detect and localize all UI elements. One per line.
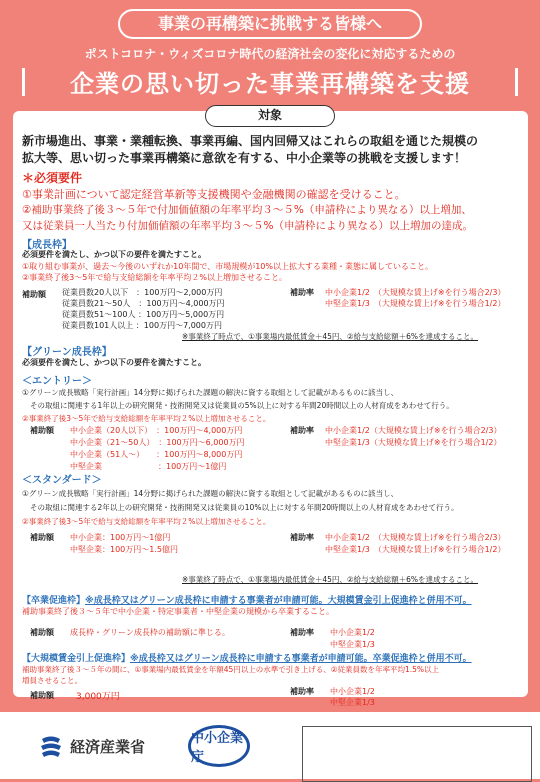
requirement-2: ②補助事業終了後３～５年で付加価値額の年率平均３～５%（申請枠により異なる）以上増加、: [22, 204, 472, 216]
standard-rate-label: 補助率: [290, 533, 314, 542]
requirements-heading: ＊必須要件: [22, 171, 83, 185]
meti-logo: [38, 733, 145, 759]
growth-amount: 従業員数21～50人 ：100万円～4,000万円: [62, 299, 225, 308]
graduate-rate: 中堅企業1/3: [330, 640, 375, 649]
meti-mark-icon: [38, 733, 64, 759]
requirement-1: ①事業計画について認定経営革新等支援機関や金融機関の確認を受けること。: [22, 188, 406, 201]
growth-rate: 中堅企業1/3 （大規模な賃上げ※を行う場合1/2）: [325, 299, 506, 308]
wage-rate-label: 補助率: [290, 687, 314, 696]
requirement-3: 又は従業員一人当たり付加価値額の年率平均３～５%（申請枠により異なる）以上増加の達成。: [22, 220, 473, 232]
wage-amount: 3,000万円: [76, 692, 120, 702]
wage-line: [22, 651, 472, 664]
intro-line-2: 拡大等、思い切った事業再構築に意欲を有する、中小企業等の挑戦を支援します！: [22, 151, 467, 165]
wage-desc: ※成長枠又はグリーン成長枠に申請する事業者が申請可能。卒業促進枠と併用不可。: [130, 654, 472, 664]
graduate-rate-label: 補助率: [290, 628, 314, 637]
graduate-amount-label: 補助額: [30, 628, 54, 637]
standard-amount-label: 補助額: [30, 533, 54, 542]
green-heading: 【グリーン成長枠】: [22, 347, 112, 358]
wage-rate: 中堅企業1/3: [330, 698, 375, 707]
graduate-rate: 中小企業1/2: [330, 628, 375, 637]
blank-box: [302, 726, 532, 782]
wage-condition-2: 増員させること。: [22, 676, 82, 685]
growth-condition: 必須要件を満たし、かつ以下の要件を満たすこと。: [22, 250, 206, 259]
growth-amount: 従業員数20人以下 ：100万円～2,000万円: [62, 288, 223, 297]
entry-amount: 中小企業（51人～） ：100万円～8,000万円: [70, 450, 243, 459]
green-condition: 必須要件を満たし、かつ以下の要件を満たすこと。: [22, 358, 206, 367]
meti-label: 経済産業省: [70, 737, 146, 756]
header-subhead: ポストコロナ・ウィズコロナ時代の経済社会の変化に対応するための: [84, 47, 456, 61]
graduate-heading: 【卒業促進枠】: [22, 596, 86, 606]
entry-criterion-1: ①グリーン成長戦略「実行計画」14分野に掲げられた課題の解決に資する取組として記載があるものに該当し、: [22, 388, 399, 397]
growth-heading: 【成長枠】: [22, 240, 72, 251]
chusho-logo: [188, 725, 250, 767]
target-label: 対象: [205, 105, 335, 127]
green-note: ※事業終了時点で、①事業場内最低賃金＋45円、②給与支給総額＋6%を達成すること。: [182, 575, 479, 584]
standard-rate: 中堅企業1/3 （大規模な賃上げ※を行う場合1/2）: [325, 545, 506, 554]
growth-amount: 従業員数101人以上 ：100万円～7,000万円: [62, 321, 222, 330]
growth-rate: 中小企業1/2 （大規模な賃上げ※を行う場合2/3）: [325, 288, 506, 297]
growth-rate-label: 補助率: [290, 288, 314, 297]
entry-amount: 中小企業（20人以下） ：100万円～4,000万円: [70, 426, 243, 435]
entry-criterion-1b: その取組に関連する1年以上の研究開発・技術開発又は従業員の5%以上に対する年間20時間以上の人材育成をあわせて行う。: [30, 401, 454, 410]
entry-amount-label: 補助額: [30, 426, 54, 435]
wage-rate: 中小企業1/2: [330, 687, 375, 696]
entry-rate: 中小企業1/2（大規模な賃上げ※を行う場合2/3）: [325, 426, 502, 435]
entry-criterion-2: ②事業終了後3～5年で給与支給総額を年率平均２%以上増加させること。: [22, 414, 271, 423]
graduate-amount: 成長枠・グリーン成長枠の補助額に準じる。: [70, 628, 230, 637]
graduate-condition: 補助事業終了後３～５年で中小企業・特定事業者・中堅企業の規模から卒業すること。: [22, 607, 334, 616]
wage-amount-label: 補助額: [30, 691, 54, 700]
standard-amount: 中小企業：100万円～1億円: [70, 533, 171, 542]
graduate-desc: ※成長枠又はグリーン成長枠に申請する事業者が申請可能。大規模賃金引上促進枠と併用不可。: [85, 596, 472, 606]
entry-heading: ＜エントリー＞: [22, 376, 92, 387]
entry-rate: 中堅企業1/3（大規模な賃上げ※を行う場合1/2）: [325, 438, 502, 447]
growth-amount-label: 補助額: [22, 290, 46, 299]
standard-amount: 中堅企業：100万円～1.5億円: [70, 545, 178, 554]
header-pill: 事業の再構築に挑戦する皆様へ: [118, 9, 422, 39]
wage-condition-1: 補助事業終了後３～５年の間に、①事業場内最低賃金を年額45円以上の水準で引き上げる、②従業員数を年率平均1.5%以上: [22, 665, 440, 674]
standard-criterion-1: ①グリーン成長戦略「実行計画」14分野に掲げられた課題の解決に資する取組として記載があるものに該当し、: [22, 489, 399, 498]
page-title: 企業の思い切った事業再構築を支援: [70, 70, 470, 98]
wage-heading: 【大規模賃金引上促進枠】: [22, 654, 131, 664]
standard-criterion-2: ②事業終了後3～5年で給与支給総額を年率平均２%以上増加させること。: [22, 517, 271, 526]
chusho-label: 中小企業庁: [191, 731, 244, 765]
growth-criterion-1: ①取り組む事業が、過去～今後のいずれか10年間で、市場規模が10%以上拡大する業種・業態に属していること。: [22, 262, 433, 271]
entry-amount: 中小企業（21～50人） ：100万円～6,000万円: [70, 438, 245, 447]
standard-criterion-1b: その取組に関連する2年以上の研究開発・技術開発又は従業員の10%以上に対する年間20時間以上の人材育成をあわせて行う。: [30, 503, 459, 512]
standard-heading: ＜スタンダード＞: [22, 475, 102, 486]
growth-criterion-2: ②事業終了後3～5年で給与支給総額を年率平均２%以上増加させること。: [22, 273, 287, 282]
graduate-line: [22, 593, 472, 606]
entry-rate-label: 補助率: [290, 426, 314, 435]
standard-rate: 中小企業1/2 （大規模な賃上げ※を行う場合2/3）: [325, 533, 506, 542]
entry-amount: 中堅企業 ：100万円～1億円: [70, 462, 227, 471]
intro-line-1: 新市場進出、事業・業種転換、事業再編、国内回帰又はこれらの取組を通じた規模の: [22, 134, 479, 148]
growth-amount: 従業員数51～100人 ：100万円～5,000万円: [62, 310, 225, 319]
growth-note: ※事業終了時点で、①事業場内最低賃金＋45円、②給与支給総額＋6%を達成すること。: [182, 332, 479, 341]
